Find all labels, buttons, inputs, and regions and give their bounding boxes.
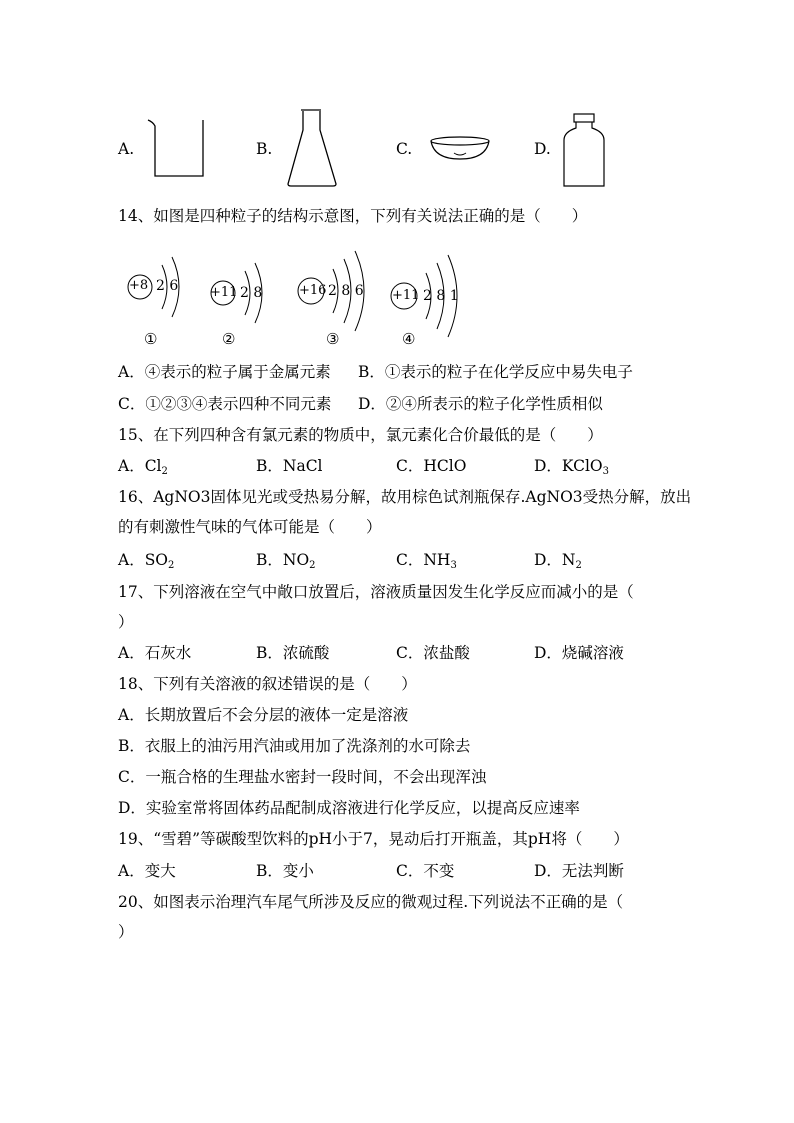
atom-1-nucleus: +8	[129, 278, 149, 293]
q14-option-a: A．④表示的粒子属于金属元素	[118, 363, 331, 381]
apparatus-b-label: B.	[256, 140, 273, 158]
question-18: 18、下列有关溶液的叙述错误的是（ ）	[118, 675, 417, 693]
q15-option-a: A．$Cl_2$	[118, 457, 168, 477]
question-15: 15、在下列四种含有氯元素的物质中，氯元素化合价最低的是（ ）	[118, 426, 603, 444]
q19-option-d: D．无法判断	[534, 862, 624, 880]
q15-option-b: B．NaCl	[256, 457, 323, 475]
atom-1-shells: 2 6	[156, 278, 179, 294]
atom-2-shells: 2 8	[240, 285, 263, 301]
q16-option-c: C．$NH_3$	[396, 551, 457, 571]
q16-option-a: A．$SO_2$	[118, 551, 175, 571]
question-20-line-2: ）	[118, 923, 134, 941]
reagent-bottle-figure	[560, 112, 608, 188]
atom-3-nucleus: +16	[299, 283, 327, 298]
q15-option-c: C．HClO	[396, 457, 467, 475]
q16-option-b: B．$NO_2$	[256, 551, 316, 571]
q19-option-a: A．变大	[118, 862, 176, 880]
q17-option-d: D．烧碱溶液	[534, 644, 624, 662]
q19-option-b: B．变小	[256, 862, 314, 880]
atom-4-nucleus: +11	[392, 288, 420, 303]
question-17-line-2: ）	[118, 613, 134, 631]
atom-2-nucleus: +11	[210, 285, 238, 300]
question-20-line-1: 20、如图表示治理汽车尾气所涉及反应的微观过程.下列说法不正确的是（	[118, 893, 624, 911]
q18-option-c: C．一瓶合格的生理盐水密封一段时间，不会出现浑浊	[118, 768, 487, 786]
question-19: 19、“雪碧”等碳酸型饮料的pH小于7，晃动后打开瓶盖，其pH将（ ）	[118, 830, 629, 848]
atom-4-marker: ④	[402, 330, 416, 348]
apparatus-c-label: C.	[396, 140, 413, 158]
beaker-figure	[145, 118, 205, 180]
question-16-line-2: 的有刺激性气味的气体可能是（ ）	[118, 518, 382, 536]
q16-option-d: D．$N_2$	[534, 551, 582, 571]
q14-option-c: C．①②③④表示四种不同元素	[118, 395, 332, 413]
atom-3-shells: 2 8 6	[328, 283, 364, 299]
q17-option-a: A．石灰水	[118, 644, 192, 662]
q14-option-b: B．①表示的粒子在化学反应中易失电子	[358, 363, 633, 381]
q17-option-c: C．浓盐酸	[396, 644, 470, 662]
q18-option-d: D．实验室常将固体药品配制成溶液进行化学反应，以提高反应速率	[118, 799, 580, 817]
atom-4-shells: 2 8 1	[423, 288, 459, 304]
atom-1-marker: ①	[144, 330, 158, 348]
atom-2-marker: ②	[222, 330, 236, 348]
q18-option-b: B．衣服上的油污用汽油或用加了洗涤剂的水可除去	[118, 737, 471, 755]
question-17-line-1: 17、下列溶液在空气中敞口放置后，溶液质量因发生化学反应而减小的是（	[118, 583, 634, 601]
atom-3-marker: ③	[326, 330, 340, 348]
evaporating-dish-figure	[428, 135, 492, 163]
apparatus-a-label: A.	[118, 140, 135, 158]
q18-option-a: A．长期放置后不会分层的液体一定是溶液	[118, 706, 409, 724]
question-14: 14、如图是四种粒子的结构示意图，下列有关说法正确的是（ ）	[118, 207, 588, 225]
q15-option-d: D．KClO$_3$	[534, 457, 609, 477]
q14-option-d: D．②④所表示的粒子化学性质相似	[358, 395, 603, 413]
q19-option-c: C．不变	[396, 862, 455, 880]
apparatus-d-label: D.	[534, 140, 551, 158]
conical-flask-figure	[285, 108, 341, 188]
question-16-line-1: 16、AgNO3固体见光或受热易分解，故用棕色试剂瓶保存.AgNO3受热分解，放出	[118, 488, 692, 506]
q17-option-b: B．浓硫酸	[256, 644, 330, 662]
